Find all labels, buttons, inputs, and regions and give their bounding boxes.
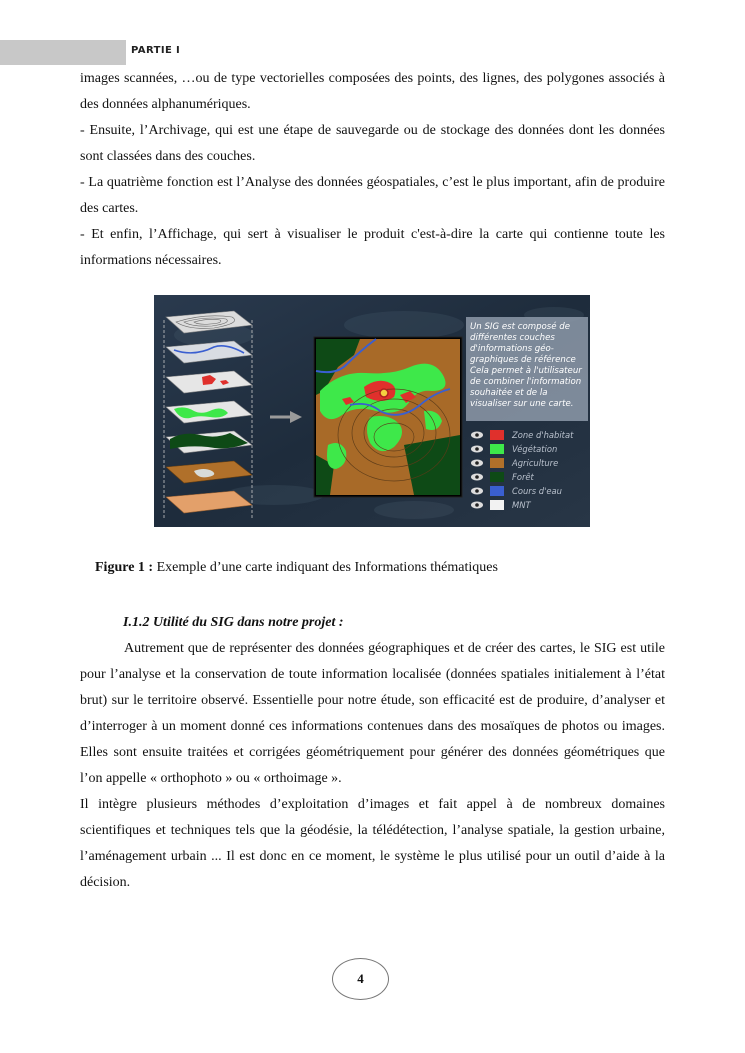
page-number: 4 — [332, 958, 389, 1000]
info-line: graphiques de référence — [470, 355, 576, 365]
figure-caption-label: Figure 1 : — [95, 560, 154, 575]
gis-layers-figure — [154, 295, 590, 527]
section-title: I.1.2 Utilité du SIG dans notre projet : — [123, 615, 344, 630]
legend-label: Zone d'habitat — [512, 430, 574, 440]
info-line: Un SIG est composé de — [470, 322, 571, 332]
intro-paragraph-4: - Et enfin, l’Affichage, qui sert à visualiser le produit c'est-à-dire la carte qui contienne toute les informations nécessaires. — [80, 227, 665, 268]
figure-caption-text: Exemple d’une carte indiquant des Informations thématiques — [153, 560, 498, 575]
intro-paragraph-2: - Ensuite, l’Archivage, qui est une étape de sauvegarde ou de stockage des données dont les données sont classées dans des couches. — [80, 123, 665, 164]
info-line: de combiner l'information — [470, 377, 582, 387]
legend-label: Forêt — [512, 472, 534, 482]
intro-paragraph-3: - La quatrième fonction est l’Analyse des données géospatiales, c’est le plus important, afin de produire des cartes. — [80, 175, 665, 216]
legend-label: Agriculture — [512, 458, 559, 468]
composite-map — [314, 337, 462, 497]
header-label: PARTIE I — [131, 45, 181, 56]
figure-caption — [95, 560, 498, 576]
legend-label: Végétation — [512, 444, 558, 454]
legend-label: Cours d'eau — [512, 486, 562, 496]
info-line: différentes couches — [470, 333, 555, 343]
info-line: Cela permet à l'utilisateur — [470, 366, 582, 376]
info-line: souhaitée et de la — [470, 388, 548, 398]
legend-label: MNT — [512, 500, 531, 510]
intro-paragraph-1: images scannées, …ou de type vectorielles composées des points, des lignes, des polygones associés à des données alphanumériques. — [80, 71, 665, 112]
info-line: visualiser sur une carte. — [470, 399, 574, 409]
body-paragraph-2: Il intègre plusieurs méthodes d’exploitation d’images et fait appel à de nombreux domaines scientifiques et techniques tels que la géodésie, la télédétection, l’analyse spatiale, la gestion urbaine, l’aménagement urbain ... Il est donc en ce moment, le système le plus utilisé pour un outil d’aide à la décision. — [80, 797, 665, 890]
header-bar — [0, 40, 126, 65]
body-paragraph-1: Autrement que de représenter des données géographiques et de créer des cartes, le SIG est utile pour l’analyse et la conservation de toute information localisée (données spatiales initialement à l’état brut) sur le territoire observé. Essentielle pour notre étude, son efficacité est de produire, d’analyser et d’interroger à un moment donné ces informations contenues dans des mosaïques de photos ou images. Elles sont ensuite traitées et corrigées géométriquement pour générer des données géométriques que l’on appelle « orthophoto » ou « orthoimage ». — [80, 641, 665, 786]
info-line: d'informations géo- — [470, 344, 554, 354]
